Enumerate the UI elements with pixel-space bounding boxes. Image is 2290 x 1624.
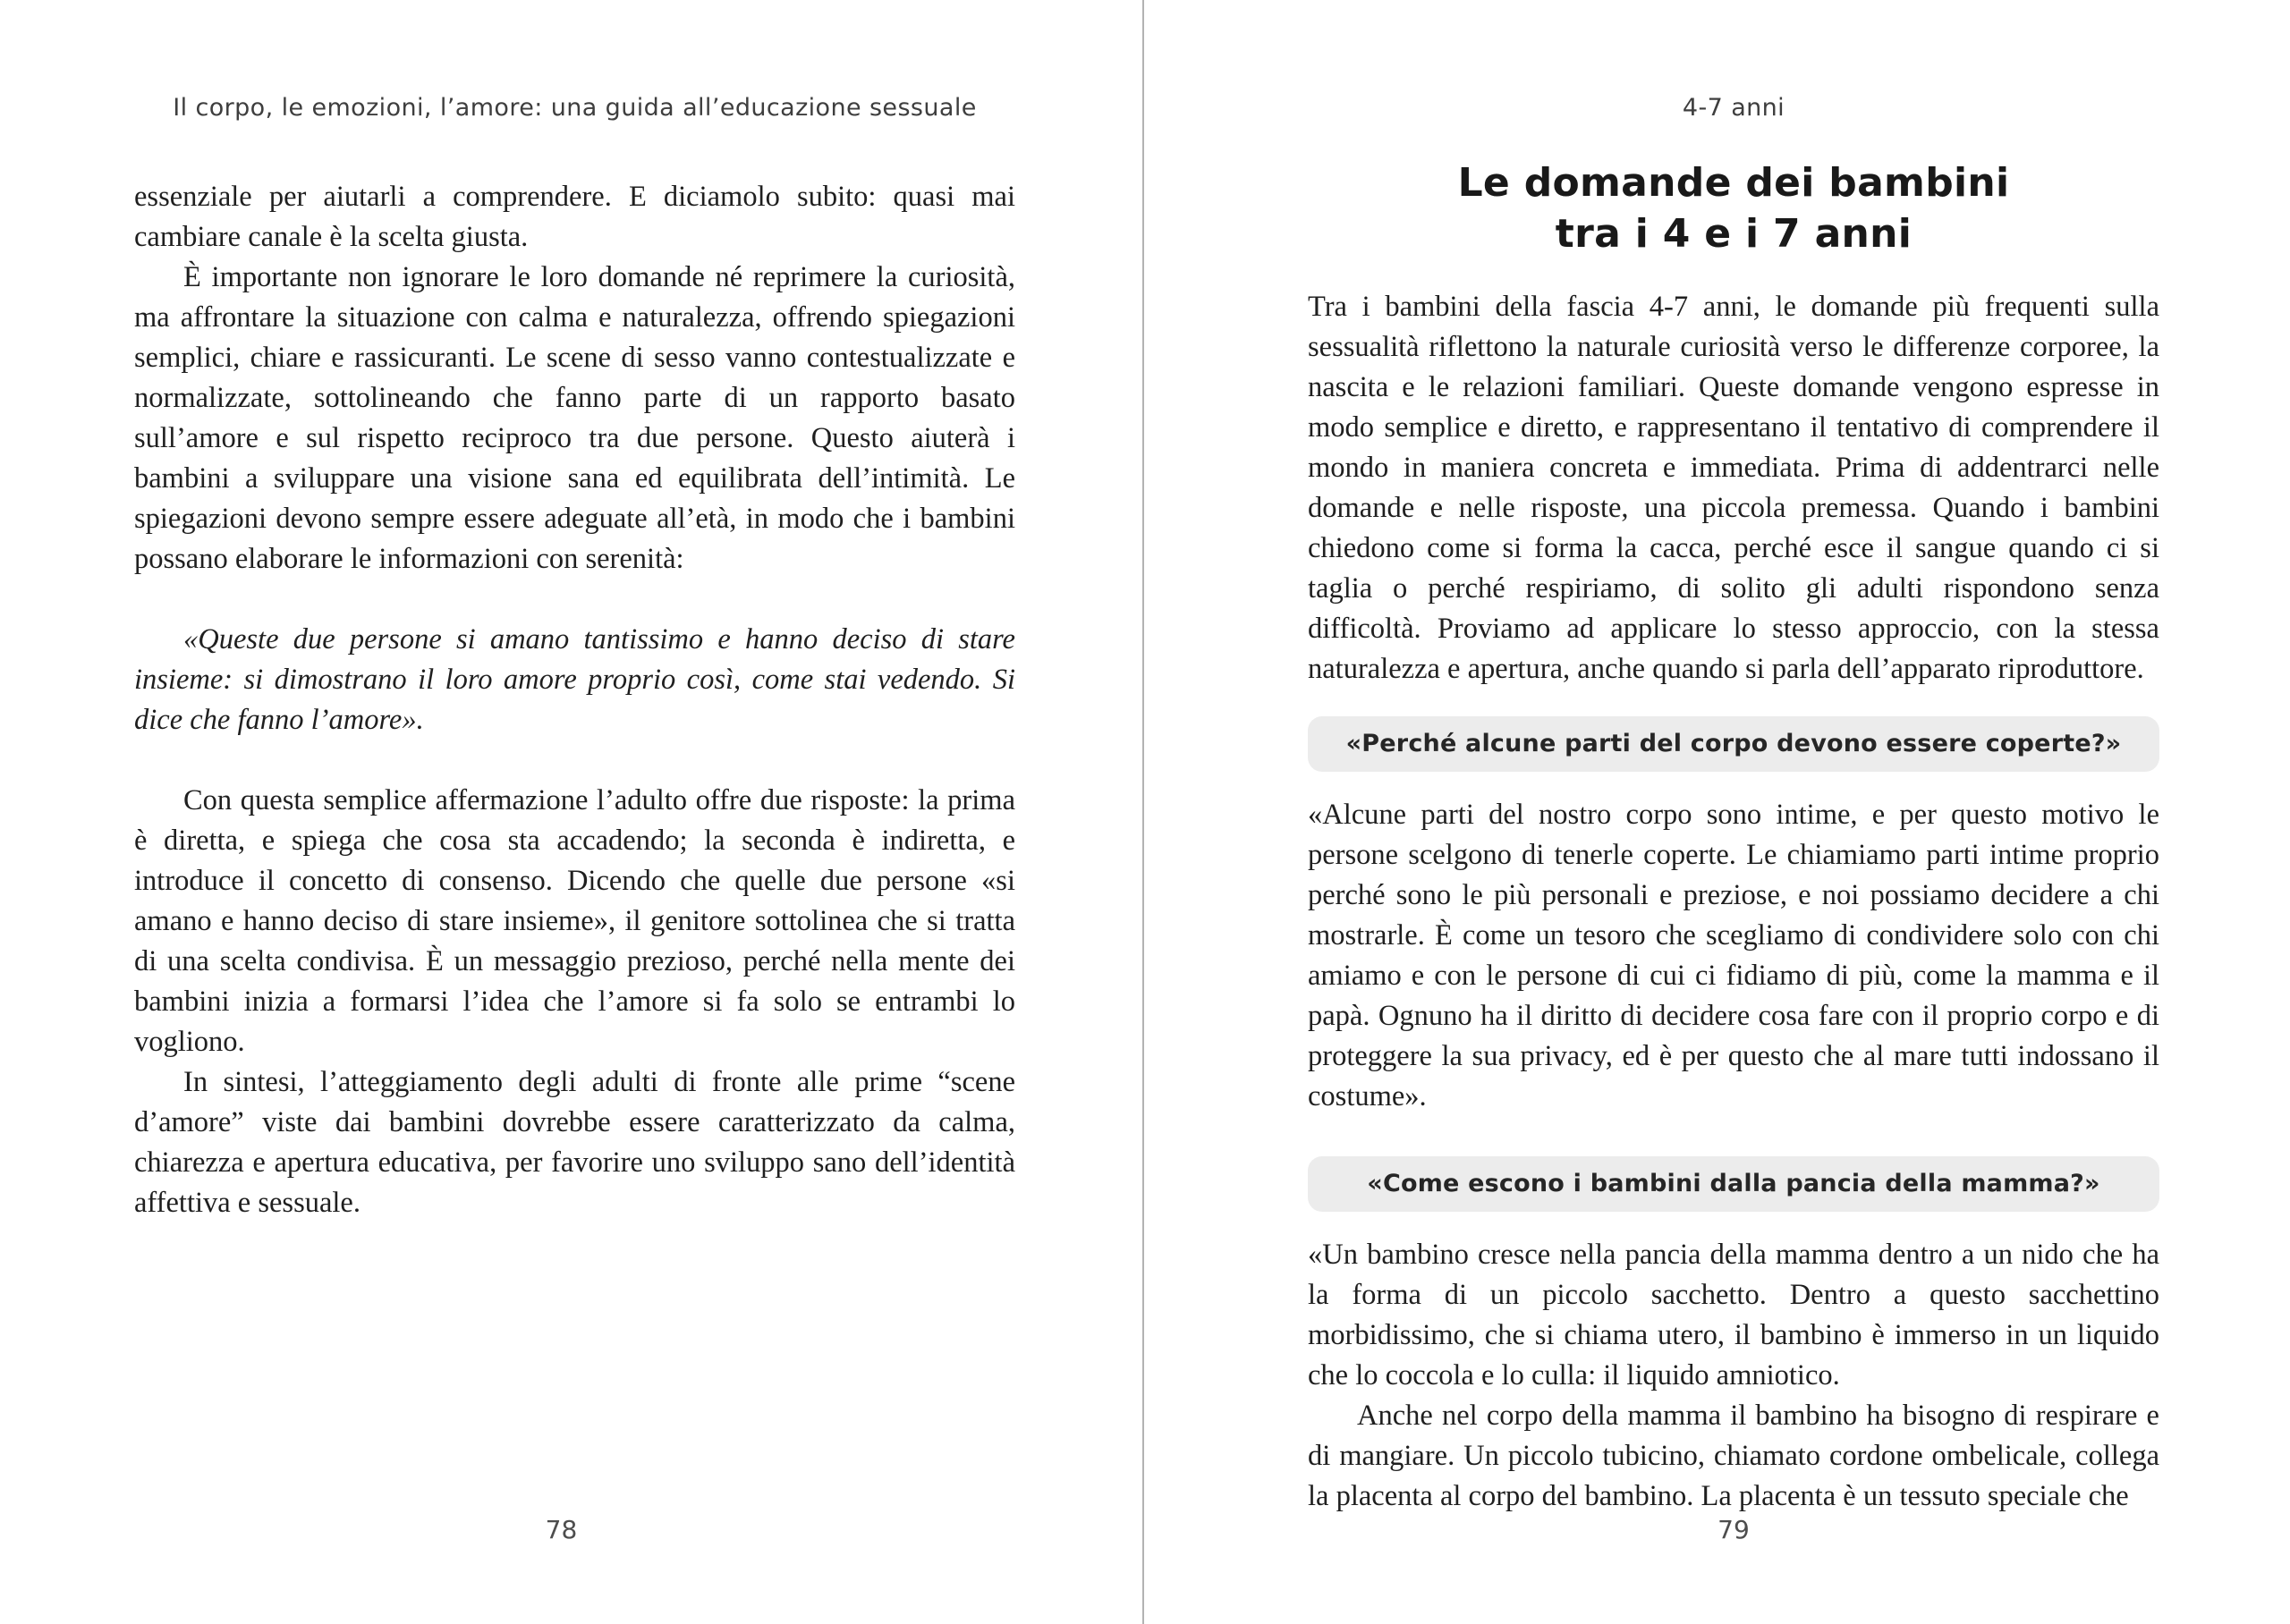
paragraph: Con questa semplice affermazione l’adulto offre due risposte: la prima è diretta, e spiega che cosa sta accadendo; la seconda è indiretta, e introduce il concetto di consenso. Dicendo che quelle due persone «si amano e hanno deciso di stare insieme», il genitore sottolinea che si tratta di una scelta condivisa. È un messaggio prezioso, perché nella mente dei bambini inizia a formarsi l’idea che l’amore si fa solo se entrambi lo vogliono. xyxy=(134,784,1015,1058)
paragraph: Tra i bambini della fascia 4-7 anni, le domande più frequenti sulla sessualità riflettono la naturale curiosità verso le differenze corporee, la nascita e le relazioni familiari. Queste domande vengono espresse in modo semplice e diretto, e rappresentano il tentativo di comprendere il mondo in maniera concreta e immediata. Prima di addentrarci nelle domande e nelle risposte, una piccola premessa. Quando i bambini chiedono come si forma la cacca, perché esce il sangue quando ci si taglia o perché respiriamo, di solito gli adulti rispondono senza difficoltà. Proviamo ad applicare lo stesso approccio, con la stessa naturalezza e apertura, anche quando si parla dell’apparato riproduttore. xyxy=(1308,291,2159,685)
page-number-right: 79 xyxy=(1718,1515,1750,1544)
right-page-body xyxy=(1308,287,2159,1517)
page-title-line: tra i 4 e i 7 anni xyxy=(1555,211,1913,257)
spine-divider xyxy=(1142,0,1144,1624)
question-box: «Come escono i bambini dalla pancia della mamma?» xyxy=(1308,1156,2159,1212)
running-head-left: Il corpo, le emozioni, l’amore: una guida all’educazione sessuale xyxy=(173,94,977,122)
page-number-left: 78 xyxy=(545,1515,578,1544)
paragraph: essenziale per aiutarli a comprendere. E diciamolo subito: quasi mai cambiare canale è la scelta giusta. xyxy=(134,181,1015,253)
running-head-right: 4-7 anni xyxy=(1682,94,1785,122)
page-title xyxy=(1308,157,2159,259)
left-page-body xyxy=(134,177,1015,1223)
answer-paragraph: Anche nel corpo della mamma il bambino ha bisogno di respirare e di mangiare. Un piccolo tubicino, chiamato cordone ombelicale, collega la placenta al corpo del bambino. La placenta è un tessuto speciale che xyxy=(1308,1400,2159,1512)
paragraph: È importante non ignorare le loro domande né reprimere la curiosità, ma affrontare la situazione con calma e naturalezza, offrendo spiegazioni semplici, chiare e rassicuranti. Le scene di sesso vanno contestualizzate e normalizzate, sottolineando che fanno parte di un rapporto basato sull’amore e sul rispetto reciproco tra due persone. Questo aiuterà i bambini a sviluppare una visione sana ed equilibrata dell’intimità. Le spiegazioni devono sempre essere adeguate all’età, in modo che i bambini possano elaborare le informazioni con serenità: xyxy=(134,261,1015,575)
page-title-line: Le domande dei bambini xyxy=(1457,160,2010,206)
question-box: «Perché alcune parti del corpo devono essere coperte?» xyxy=(1308,716,2159,772)
quote-paragraph: «Queste due persone si amano tantissimo e hanno deciso di stare insieme: si dimostrano il loro amore proprio così, come stai vedendo. Si dice che fanno l’amore». xyxy=(134,623,1015,736)
answer-paragraph: «Alcune parti del nostro corpo sono intime, e per questo motivo le persone scelgono di tenerle coperte. Le chiamiamo parti intime proprio perché sono le più personali e preziose, e noi possiamo decidere a chi mostrarle. È come un tesoro che scegliamo di condividere solo con chi amiamo e con le persone di cui ci fidiamo di più, come la mamma e il papà. Ognuno ha il diritto di decidere cosa fare con il proprio corpo e di proteggere la sua privacy, ed è per questo che al mare tutti indossano il costume». xyxy=(1308,799,2159,1112)
answer-paragraph: «Un bambino cresce nella pancia della mamma dentro a un nido che ha la forma di un piccolo sacchetto. Dentro a questo sacchettino morbidissimo, che si chiama utero, il bambino è immerso in un liquido che lo coccola e lo culla: il liquido amniotico. xyxy=(1308,1239,2159,1391)
paragraph: In sintesi, l’atteggiamento degli adulti di fronte alle prime “scene d’amore” viste dai bambini dovrebbe essere caratterizzato da calma, chiarezza e apertura educativa, per favorire uno sviluppo sano dell’identità affettiva e sessuale. xyxy=(134,1066,1015,1219)
